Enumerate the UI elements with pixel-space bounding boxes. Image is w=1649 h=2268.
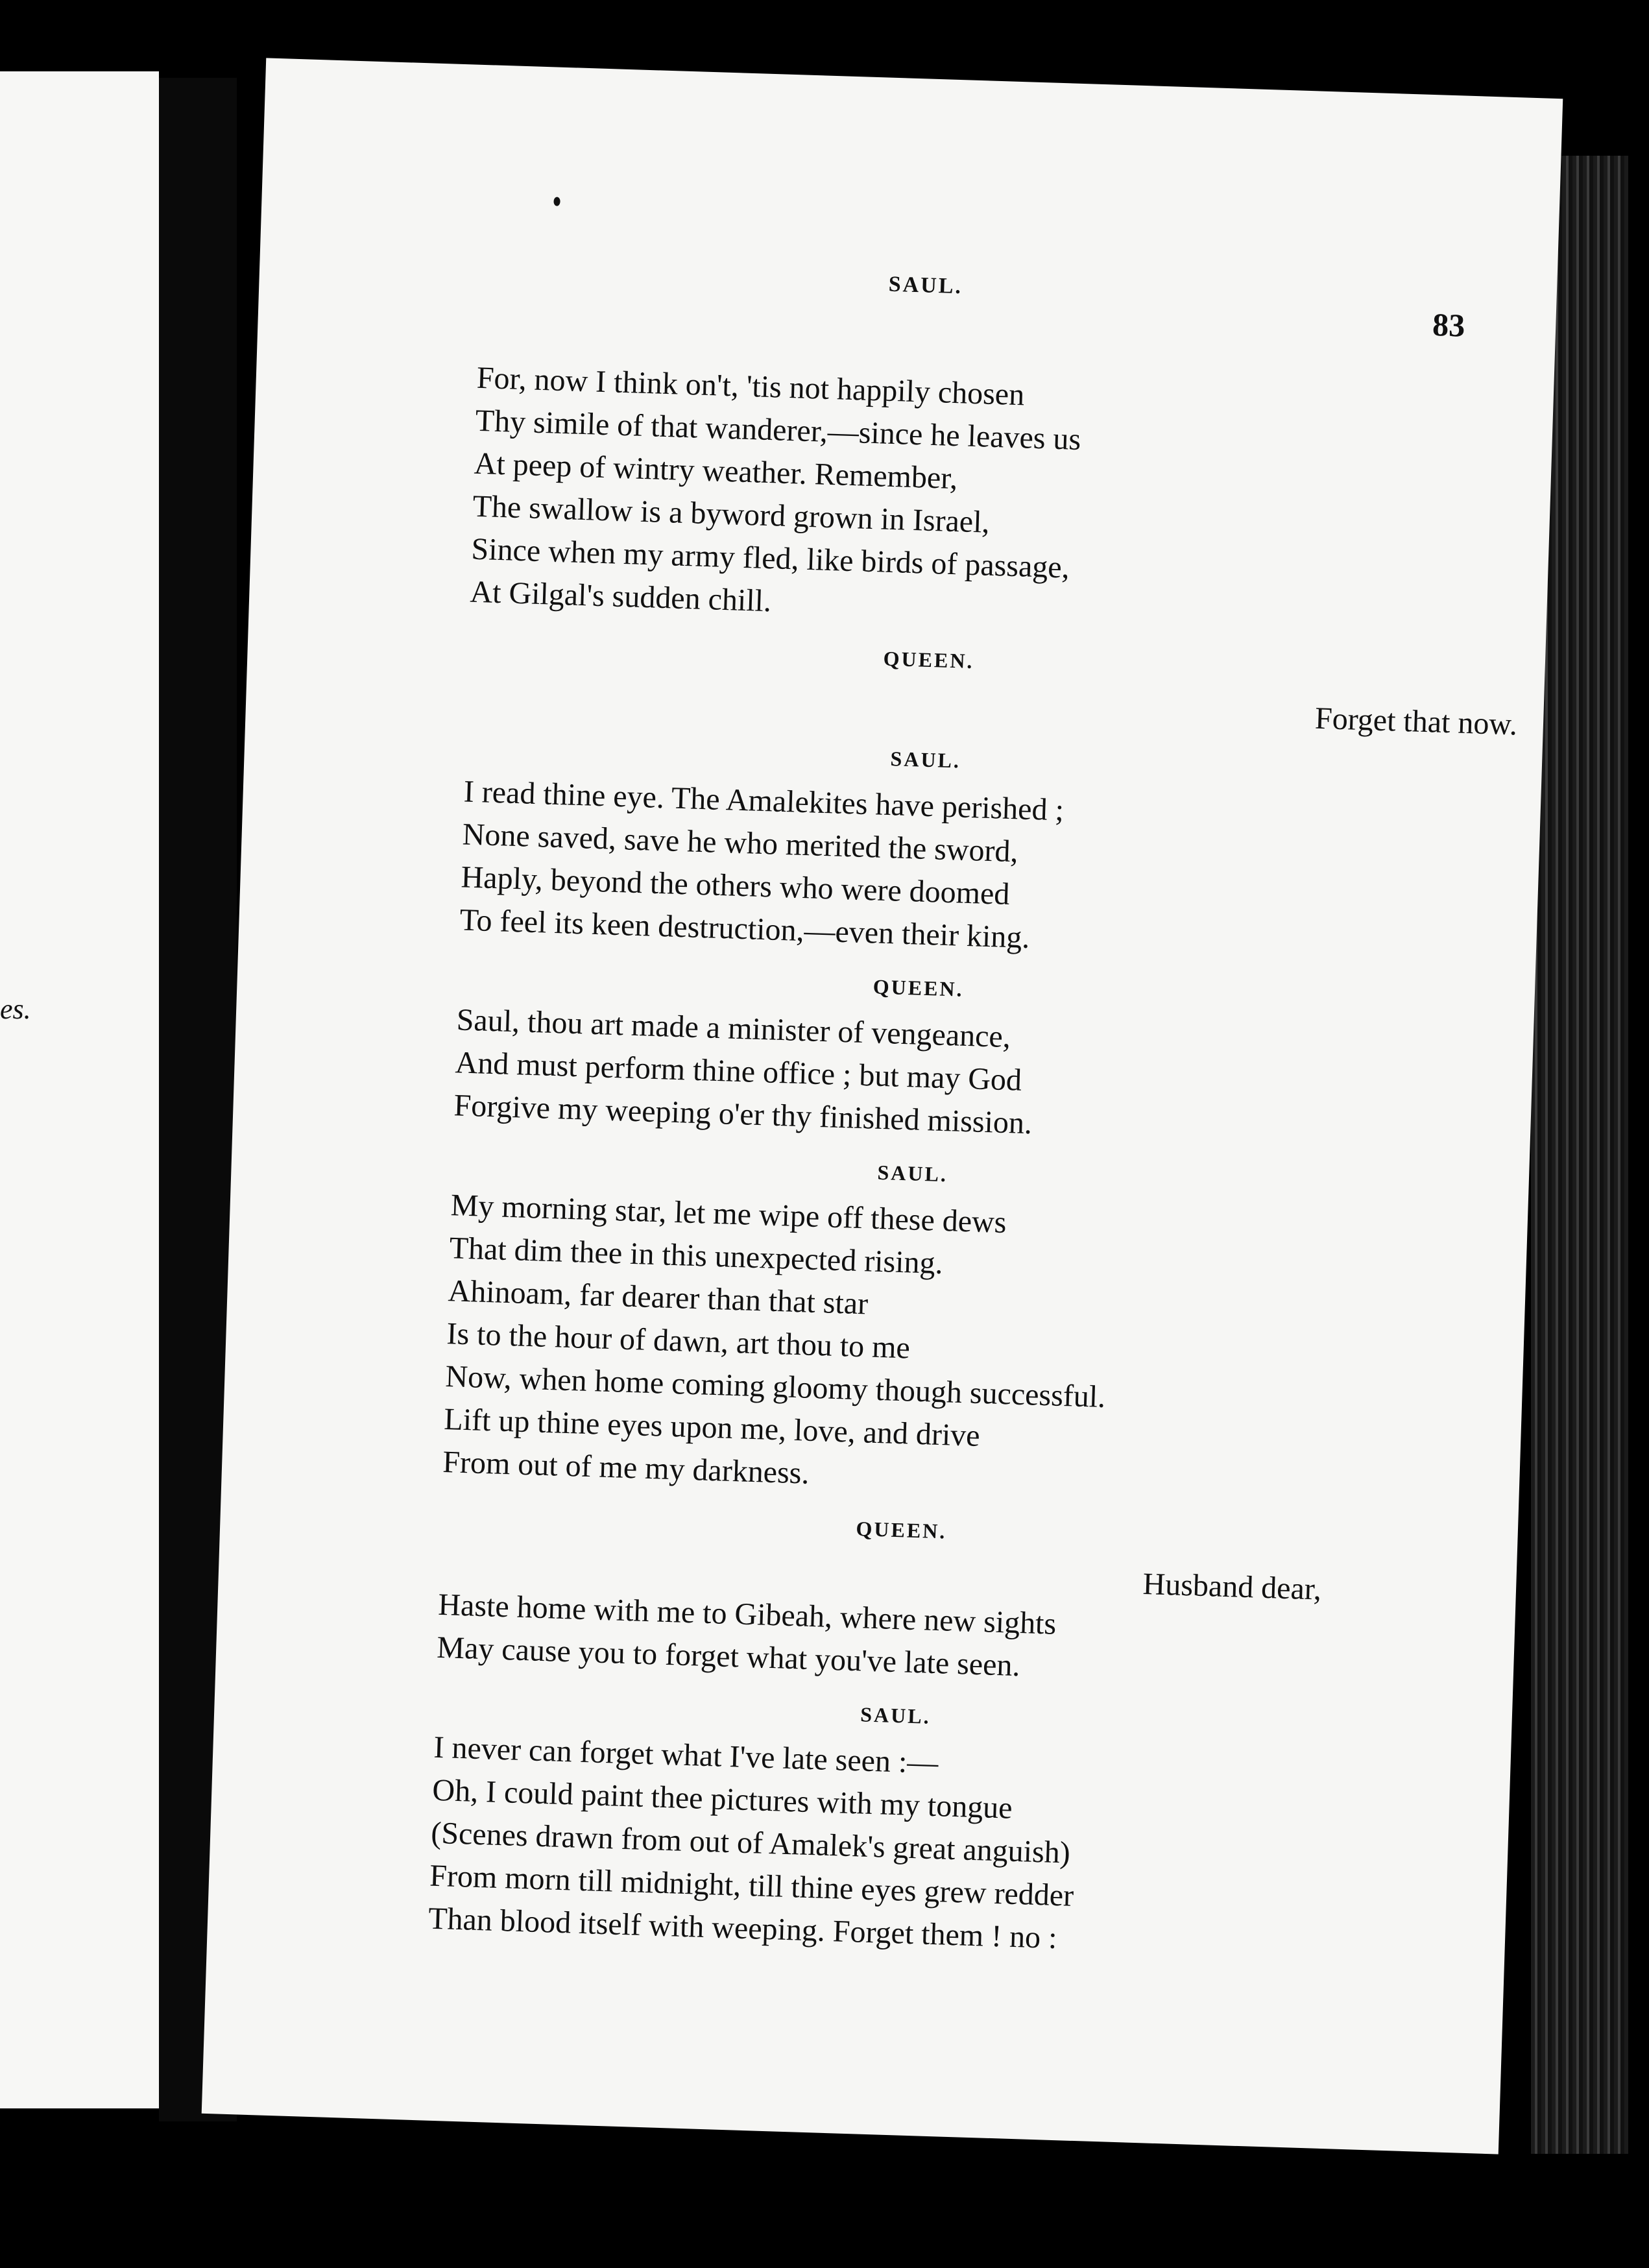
ink-speck [553, 197, 560, 206]
verse-line: Haply, beyond the others who were doomed [460, 860, 1011, 911]
verse-line: From morn till midnight, till thine eyes grew redder [429, 1858, 1074, 1913]
left-page [0, 71, 159, 2108]
verse-line: Oh, I could paint thee pictures with my tongue [431, 1772, 1013, 1826]
verse-text [427, 357, 1528, 1973]
verse-line: Forgive my weeping o'er thy finished mission. [453, 1088, 1033, 1141]
verse-line: (Scenes drawn from out of Amalek's great anguish) [430, 1815, 1071, 1870]
left-page-fragment: es. [0, 993, 31, 1025]
verse-line: From out of me my darkness. [442, 1445, 810, 1491]
verse-line: At Gilgal's sudden chill. [469, 574, 772, 619]
verse-line: None saved, save he who merited the sword, [462, 817, 1019, 869]
speaker-name: QUEEN. [883, 646, 975, 673]
verse-line: For, now I think on't, 'tis not happily chosen [476, 360, 1026, 413]
verse-line: Forget that now. [1314, 701, 1518, 742]
verse-line: My morning star, let me wipe off these dews [450, 1188, 1007, 1240]
speaker-name: SAUL. [890, 747, 961, 773]
verse-line: Thy simile of that wanderer,—since he leaves us [475, 403, 1082, 457]
verse-line: Ahinoam, far dearer than that star [447, 1273, 869, 1321]
speaker-name: SAUL. [877, 1160, 948, 1187]
verse-line: At peep of wintry weather. Remember, [473, 446, 959, 496]
speaker-name: SAUL. [860, 1702, 932, 1728]
page-number: 83 [1432, 306, 1466, 344]
verse-line: Is to the hour of dawn, art thou to me [446, 1316, 911, 1366]
speaker-name: QUEEN. [873, 974, 965, 1001]
verse-line: May cause you to forget what you've late seen. [436, 1630, 1021, 1683]
verse-line: Now, when home coming gloomy though successful. [444, 1359, 1106, 1415]
book-page [202, 58, 1563, 2154]
verse-line: And must perform thine office ; but may God [454, 1045, 1022, 1098]
running-head: SAUL. [888, 272, 963, 299]
verse-line: To feel its keen destruction,—even their king. [459, 902, 1031, 955]
speaker-name: QUEEN. [856, 1517, 947, 1543]
verse-line: That dim thee in this unexpected rising. [448, 1231, 944, 1281]
verse-line: Haste home with me to Gibeah, where new sights [437, 1587, 1057, 1641]
verse-line: Lift up thine eyes upon me, love, and drive [443, 1402, 981, 1453]
verse-line: I read thine eye. The Amalekites have perished ; [463, 774, 1065, 828]
verse-line: Since when my army fled, like birds of passage, [470, 531, 1070, 585]
verse-line: Saul, thou art made a minister of vengeance, [456, 1002, 1011, 1055]
verse-line: I never can forget what I've late seen :— [433, 1730, 939, 1781]
verse-line: Than blood itself with weeping. Forget them ! no : [427, 1901, 1058, 1956]
verse-line: Husband dear, [1142, 1566, 1322, 1607]
verse-line: The swallow is a byword grown in Israel, [472, 489, 991, 540]
